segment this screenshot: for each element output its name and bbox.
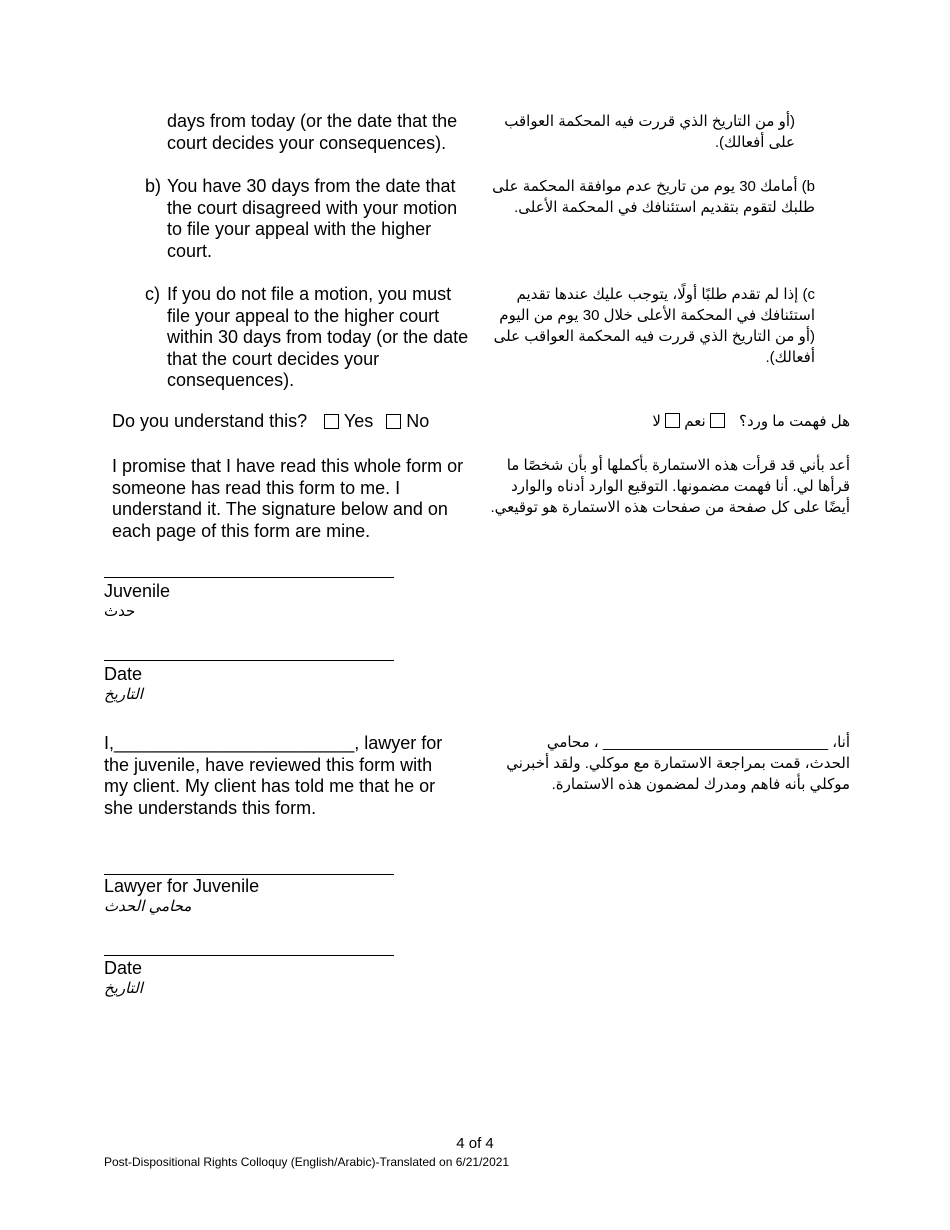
item-b-ar: b) أمامك 30 يوم من تاريخ عدم موافقة المحكمة على طلبك لتقوم بتقديم استئنافك في المحكمة الأعلى.: [492, 178, 815, 216]
item-a-continued-en: days from today (or the date that the court decides your consequences).: [167, 111, 458, 153]
date-label: Date: [104, 664, 143, 684]
yes-checkbox[interactable]: [324, 414, 339, 429]
item-c-ar: c) إذا لم تقدم طلبًا أولًا، يتوجب عليك عندها تقديم استئنافك في المحكمة الأعلى خلال 30 يوم من اليوم (أو من التاريخ الذي قررت فيه المحكمة العواقب على أفعالك).: [493, 286, 815, 366]
juvenile-label: Juvenile: [104, 581, 171, 601]
date2-label-ar: التاريخ: [104, 980, 143, 997]
lawyer-label-ar: محامي الحدث: [104, 898, 192, 915]
ar-no-label: لا: [652, 413, 661, 430]
no-checkbox[interactable]: [386, 414, 401, 429]
juvenile-label-ar: حدث: [104, 603, 136, 620]
item-c-en: If you do not file a motion, you must file your appeal to the higher court within 30 days from today (or the date that the court decides your consequences).: [167, 284, 469, 391]
no-label: No: [406, 411, 430, 431]
item-c-letter: c): [145, 284, 160, 304]
date2-label: Date: [104, 958, 143, 978]
lawyer-statement-en: I,________________________, lawyer for the juvenile, have reviewed this form with my client. My client has told me that he or she understands this form.: [104, 733, 443, 818]
item-b-letter: b): [145, 176, 162, 196]
understand-question-row: [112, 411, 429, 433]
promise-en: I promise that I have read this whole form or someone has read this form to me. I understand it. The signature below and on each page of this form are mine.: [112, 456, 464, 541]
date-label-ar: التاريخ: [104, 686, 143, 703]
lawyer-statement-ar: أنا، ___________________________ ، محامي الحدث، قمت بمراجعة الاستمارة مع موكلي. ولقد أخبرني موكلي بأنه فاهم ومدرك لمضمون هذه الاستمارة.: [506, 734, 850, 793]
item-a-continued-ar: (أو من التاريخ الذي قررت فيه المحكمة العواقب على أفعالك).: [504, 113, 795, 151]
footer-document-title: Post-Dispositional Rights Colloquy (English/Arabic)-Translated on 6/21/2021: [104, 1155, 510, 1169]
understand-question: Do you understand this?: [112, 411, 308, 431]
understand-question-ar-row: [600, 411, 850, 432]
ar-yes-label: نعم: [684, 413, 706, 430]
yes-label: Yes: [343, 411, 374, 431]
understand-question-ar: هل فهمت ما ورد؟: [739, 413, 850, 430]
lawyer-date-line[interactable]: [104, 955, 394, 956]
promise-ar: أعد بأني قد قرأت هذه الاستمارة بأكملها أو بأن شخصًا ما قرأها لي. أنا فهمت مضمونها. التوقيع الوارد أدناه والوارد أيضًا على كل صفحة من صفحات هذه الاستمارة هو توقيعي.: [490, 457, 850, 516]
page-number: 4 of 4: [456, 1135, 494, 1152]
ar-no-checkbox[interactable]: [665, 413, 680, 428]
lawyer-label: Lawyer for Juvenile: [104, 876, 260, 896]
item-b-en: You have 30 days from the date that the court disagreed with your motion to file your appeal with the higher court.: [167, 176, 458, 261]
juvenile-date-line[interactable]: [104, 660, 394, 661]
ar-yes-checkbox[interactable]: [710, 413, 725, 428]
lawyer-signature-line[interactable]: [104, 874, 394, 875]
juvenile-signature-line[interactable]: [104, 577, 394, 578]
